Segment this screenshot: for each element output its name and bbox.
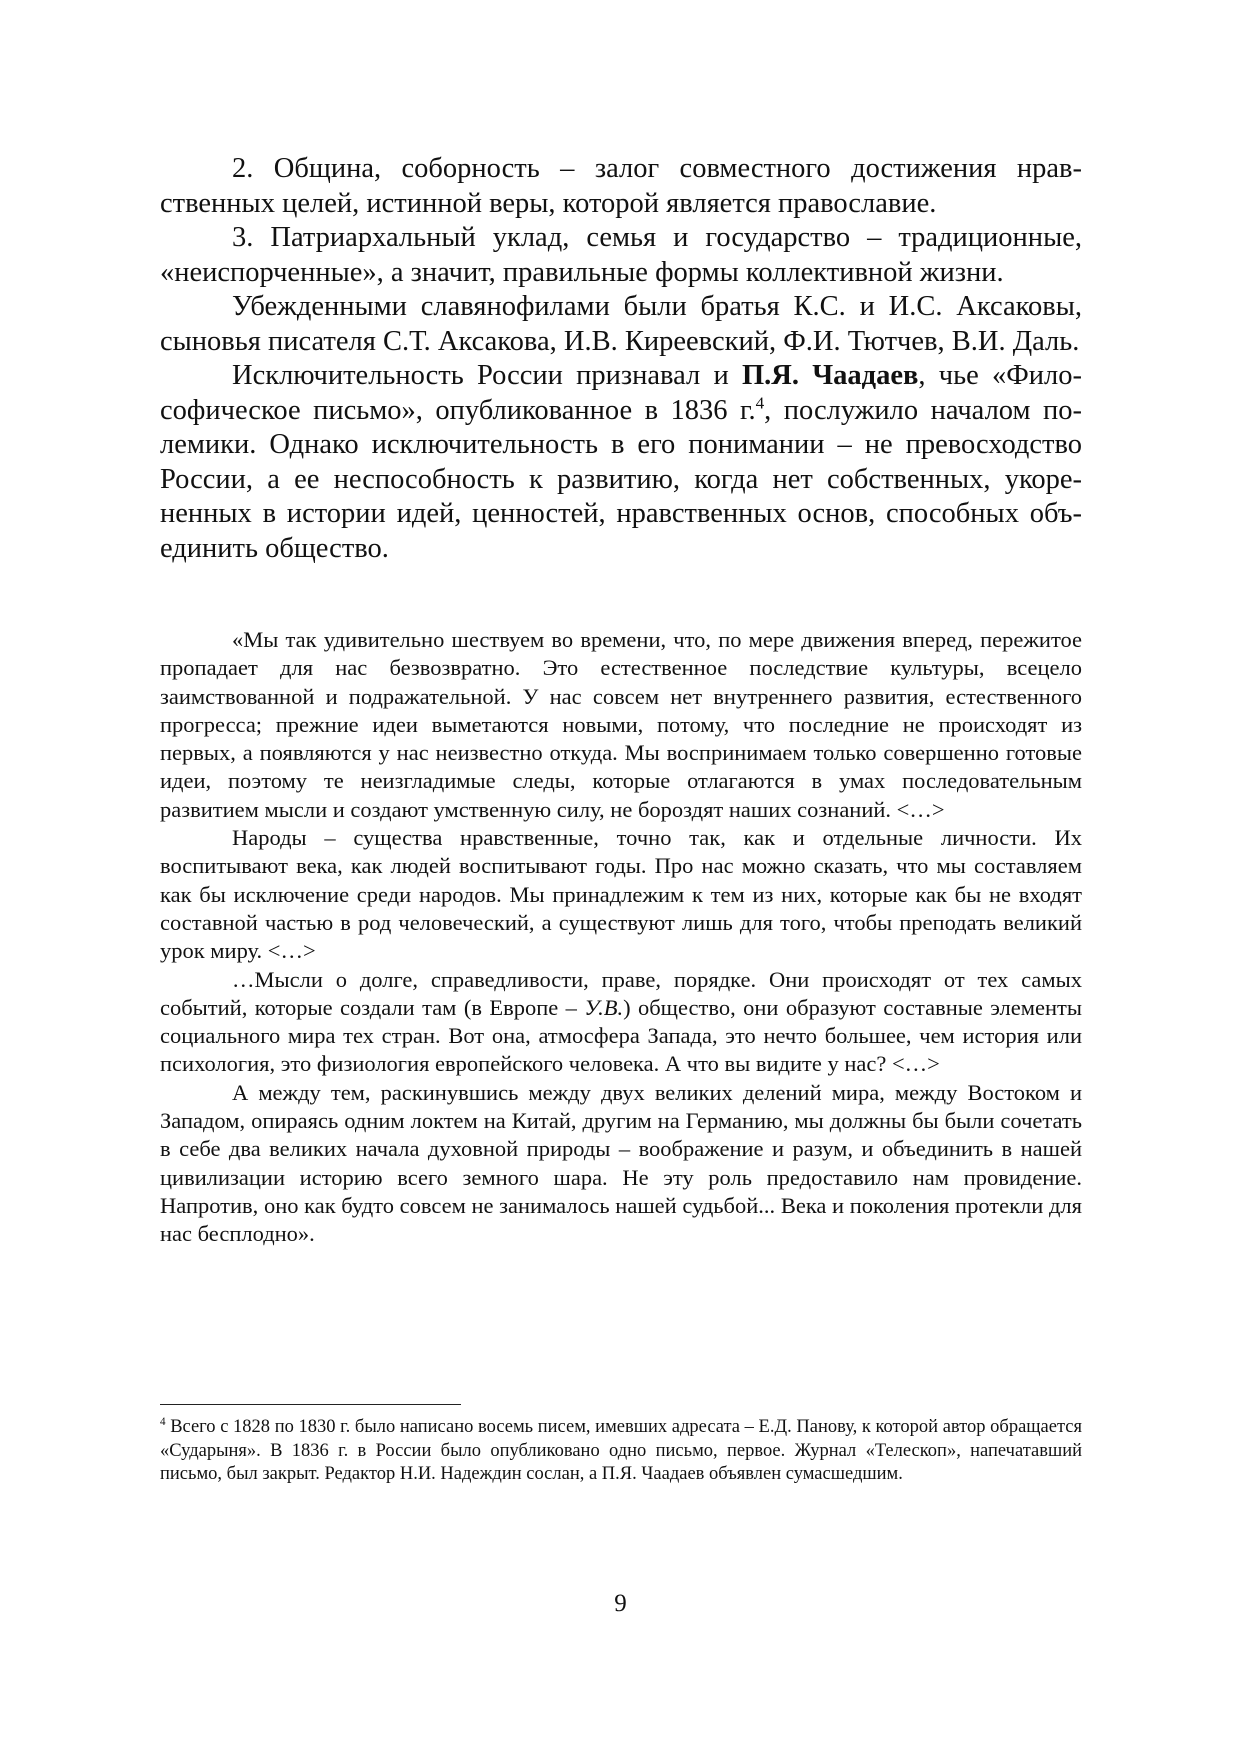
footnote	[160, 1416, 1082, 1487]
footnote-text: Всего с 1828 по 1830 г. было написано восемь писем, имевших адресата – Е.Д. Панову, к которой автор обращается «Сударыня». В 1836 г. в России было опубликовано одно письмо, первое. Журнал «Телескоп», напечатавший письмо, был закрыт. Редактор Н.И. Надеждин сослан, а П.Я. Чаадаев объявлен сумасшедшим.	[160, 1417, 1082, 1484]
quote-paragraph-1: «Мы так удивительно шествуем во времени, что, по мере движения вперед, пережитое пропадает для нас безвозвратно. Это естественное последствие культуры, всецело заимствованной и подражательной. У нас совсем нет внутреннего развития, естественного прогресса; прежние идеи выметаются новыми, потому, что последние не происходят из первых, а появляются у нас неизвестно откуда. Мы воспринимаем только совершенно готовые идеи, поэтому те неизгладимые следы, которые отлагаются в умах последовательным развитием мысли и создают умственную силу, не бороздят наших сознаний. <…>	[160, 627, 1082, 822]
paragraph-chaadaev-start: Исключительность России признавал и	[232, 360, 743, 391]
paragraph-sobornost: 2. Община, соборность – залог совместного достижения нравственных целей, истинной веры, которой является православие.	[160, 153, 1082, 219]
paragraph-chaadaev-end: , послужило началом полемики. Однако исключительность в его понимании – не превосходство России, а ее неспособность к развитию, когда нет собственных, укорененных в истории идей, ценностей, нравственных основ, способных объединить общество.	[160, 394, 1082, 564]
paragraph-chaadaev-mid: , чье «Философическое письмо», опубликованное в 1836 г.	[160, 360, 1082, 426]
paragraph-patriarchal: 3. Патриархальный уклад, семья и государство – традиционные, «неиспорченные», а значит, правильные формы коллективной жизни.	[160, 222, 1082, 288]
footnote-reference: 4	[755, 393, 765, 412]
footnote-number: 4	[160, 1415, 166, 1428]
page-number: 9	[614, 1590, 627, 1617]
main-text	[160, 152, 1082, 566]
quote-paragraph-2: Народы – существа нравственные, точно так, как и отдельные личности. Их воспитывают века, как людей воспитывают годы. Про нас можно сказать, что мы составляем как бы исключение среди народов. Мы принадлежим к тем из них, которые как бы не входят составной частью в род человеческий, а существуют лишь для того, чтобы преподать великий урок миру. <…>	[160, 825, 1082, 964]
chaadaev-name: П.Я. Чаадаев	[742, 360, 919, 391]
quote-paragraph-3-end: ) общество, они образуют составные элементы социального мира тех стран. Вот она, атмосфера Запада, это нечто большее, чем история или психология, это физиология европейского человека. А что вы видите у нас? <…>	[160, 994, 1082, 1077]
quote-paragraph-3-start: …Мысли о долге, справедливости, праве, порядке. Они происходят от тех самых событий, которые создали там (в Европе –	[160, 966, 1082, 1020]
editor-initials: У.В.	[584, 994, 624, 1020]
footnote-divider	[160, 1404, 461, 1405]
chaadaev-quote	[160, 626, 1082, 1249]
paragraph-slavophiles: Убежденными славянофилами были братья К.С. и И.С. Аксаковы, сыновья писателя С.Т. Аксакова, И.В. Киреевский, Ф.И. Тютчев, В.И. Даль.	[160, 291, 1082, 357]
quote-paragraph-3	[160, 966, 1082, 1079]
paragraph-chaadaev	[160, 359, 1082, 566]
quote-paragraph-4: А между тем, раскинувшись между двух великих делений мира, между Востоком и Западом, опираясь одним локтем на Китай, другим на Германию, мы должны бы были сочетать в себе два великих начала духовной природы – воображение и разум, и объединить в нашей цивилизации историю всего земного шара. Не эту роль предоставило нам провидение. Напротив, оно как будто совсем не занималось нашей судьбой... Века и поколения протекли для нас бесплодно».	[160, 1079, 1082, 1247]
